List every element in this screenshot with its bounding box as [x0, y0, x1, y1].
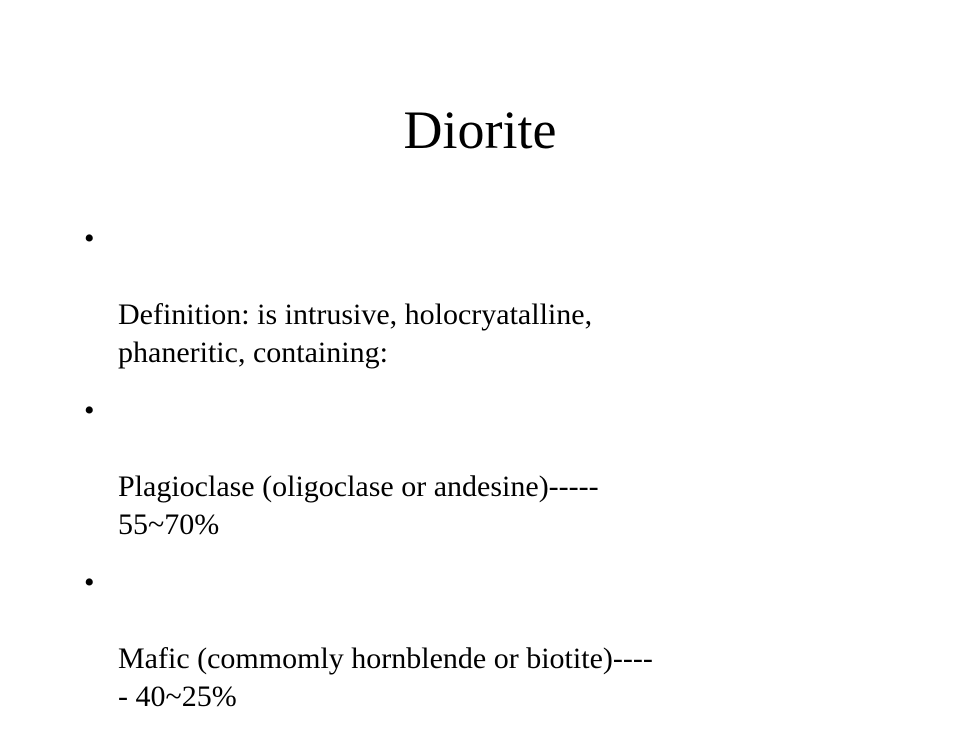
- bullet-dot-icon: •: [84, 566, 95, 599]
- bullet-list: [84, 220, 914, 736]
- bullet-text: Mafic (commomly hornblende or biotite)---- - 40~25%: [118, 642, 653, 713]
- bullet-text: Plagioclase (oligoclase or andesine)----- 55~70%: [118, 470, 599, 541]
- bullet-dot-icon: •: [84, 394, 95, 427]
- bullet-dot-icon: •: [84, 222, 95, 255]
- bullet-item-mafic: [84, 564, 914, 716]
- bullet-item-definition: [84, 220, 914, 372]
- slide-title: Diorite: [403, 100, 557, 160]
- bullet-item-plagioclase: [84, 392, 914, 544]
- bullet-text: Definition: is intrusive, holocryatalline, phaneritic, containing:: [118, 298, 593, 369]
